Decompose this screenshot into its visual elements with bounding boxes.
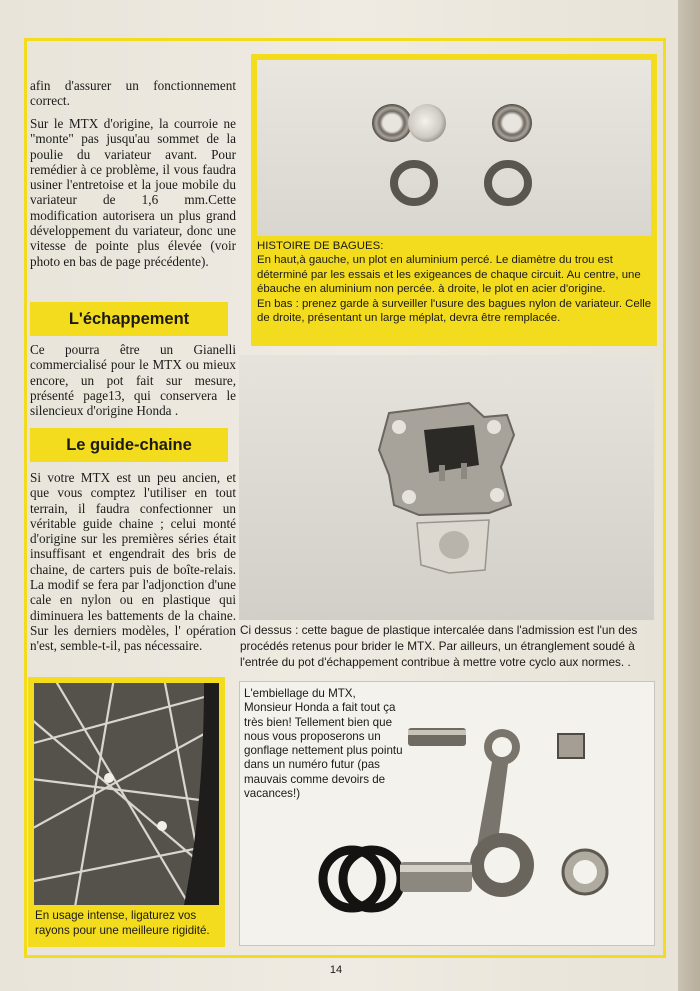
paragraph-echappement: Ce pourra être un Gianelli commercialisé pour le MTX ou mieux encore, un pot fait sur mesure, présenté page13, qui conservera le silencieux d'origine Honda . — [30, 342, 236, 419]
paragraph-variateur: Sur le MTX d'origine, la courroie ne "monte" pas jusqu'au sommet de la poulie du variateur avant. Pour remédier à ce problème, il vous faudra usiner l'entretoise et la joue mobile du variateur de 1,6 mm.Cette modification autorisera un plus grand développement du variateur, donc une vitesse de pointe plus élevée (voir photo en bas de page précédente). — [30, 116, 236, 269]
bushings-image — [257, 60, 651, 236]
bagues-caption-text: En haut,à gauche, un plot en aluminium percé. Le diamètre du trou est déterminé par les essais et les exigeances de chaque circuit. Au centre, une ébauche en aluminium non percée. à droite, le plot en acier d'origine. — [257, 254, 641, 296]
embiellage-caption: L'embiellage du MTX, Monsieur Honda a fait tout ça très bien! Tellement bien que nous vous proposerons un gonflage nettement plus pointu dans un numéro futur (pas mauvais comme devoirs de vacances!) — [244, 687, 403, 801]
rayons-figure — [28, 677, 225, 947]
rayons-photo — [34, 683, 219, 905]
heading-echappement: L'échappement — [30, 302, 228, 336]
rayons-caption: En usage intense, ligaturez vos rayons pour une meilleure rigidité. — [31, 906, 222, 944]
paragraph-intro: afin d'assurer un fonctionnement correct. — [30, 78, 236, 109]
bagues-figure — [251, 54, 657, 346]
bagues-caption — [257, 239, 653, 325]
bagues-photo — [257, 60, 651, 236]
page-number: 14 — [329, 964, 343, 976]
admission-caption: Ci dessus : cette bague de plastique intercalée dans l'admission est l'un des procédés retenus pour brider le MTX. Par ailleurs, un étranglement soudé à l'entrée du pot d'échappement contribue à mettre votre cyclo aux normes. . — [240, 623, 638, 669]
reed-valve-image — [239, 355, 654, 620]
binding-edge — [678, 0, 700, 991]
heading-guide-chaine: Le guide-chaine — [30, 428, 228, 462]
spokes-image — [34, 683, 219, 905]
bagues-caption-title: HISTOIRE DE BAGUES: — [257, 240, 384, 252]
bagues-caption-text2: En bas : prenez garde à surveiller l'usure des bagues nylon de variateur. Celle de droite, présentant un large méplat, devra être remplacée. — [257, 297, 652, 325]
admission-photo — [239, 355, 654, 620]
paragraph-guide-chaine: Si votre MTX est un peu ancien, et que vous comptez l'utiliser en tout terrain, il faudra confectionner un véritable guide chaine ; celui monté d'origine sur les premières séries était insuffisant et engendrait des bris de chaine, de carters puis de boîte-relais. La modif se fera par l'adjonction d'une cale en nylon ou en plastique qui diminuera les battements de la chaine. Sur les derniers modèles, l' opération n'est, semble-t-il, pas nécessaire. — [30, 470, 236, 654]
embiellage-photo — [239, 681, 655, 946]
